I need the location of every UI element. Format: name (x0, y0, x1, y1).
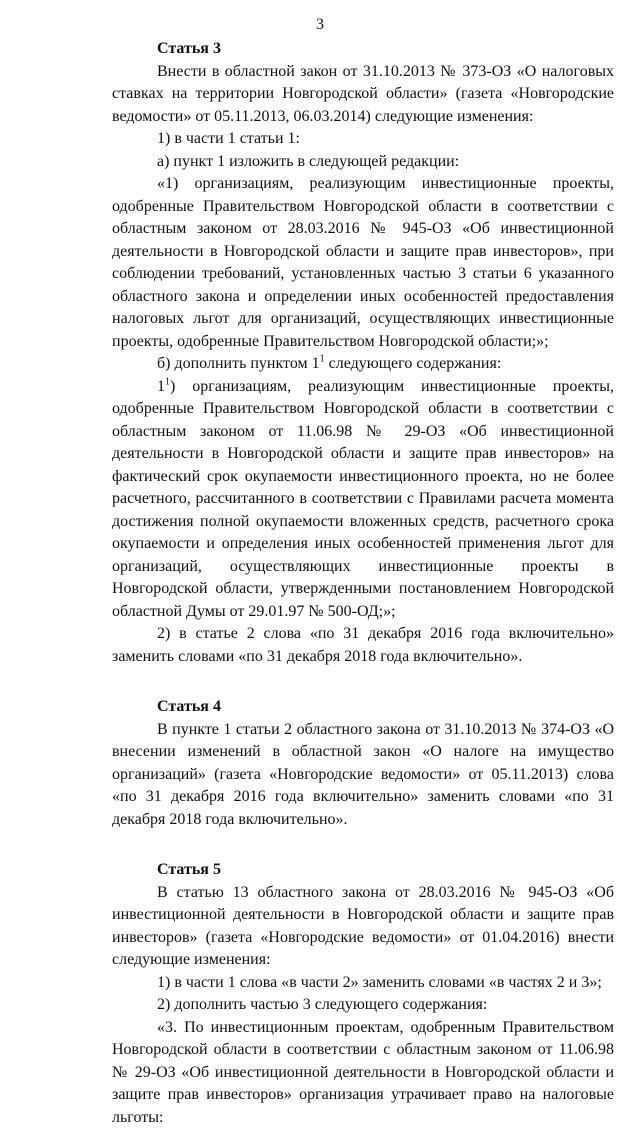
article-5-title: Статья 5 (112, 859, 614, 882)
article-5-item-1: 1) в части 1 слова «в части 2» заменить словами «в частях 2 и 3»; (112, 972, 614, 995)
article-5-quote: «3. По инвестиционным проектам, одобренным Правительством Новгородской области в соответствии с областным законом от 11.06.98 № 29-ОЗ «Об инвестиционной деятельности в Новгородской области и защите прав инвесторов» организация утрачивает право на налоговые льготы: (112, 1017, 614, 1129)
article-3-item-1a: а) пункт 1 изложить в следующей редакции: (112, 151, 614, 174)
article-3-title: Статья 3 (112, 38, 614, 61)
article-4-text: В пункте 1 статьи 2 областного закона от 31.10.2013 № 374-ОЗ «О внесении изменений в областной закон «О налоге на имущество организаций» (газета «Новгородские ведомости» от 05.11.2013) слова «по 31 декабря 2016 года включительно» заменить словами «по 31 декабря 2018 года включительно». (112, 719, 614, 832)
article-3-item-2: 2) в статье 2 слова «по 31 декабря 2016 года включительно» заменить словами «по 31 декабря 2018 года включительно». (112, 623, 614, 668)
page-number: 3 (0, 14, 640, 37)
quote-2-text: ) организациям, реализующим инвестиционные проекты, одобренные Правительством Новгородской области в соответствии с областным законом от 11.06.98 № 29-ОЗ «Об инвестиционной деятельности в Новгородской области и защите прав инвесторов» на фактический срок окупаемости инвестиционного проекта, но не более расчетного, рассчитанного в соответствии с Правилами расчета момента достижения полной окупаемости вложенных средств, расчетного срока окупаемости и определения иных особенностей применения льгот для организаций, осуществляющих инвестиционные проекты в Новгородской области, утвержденными постановлением Новгородской областной Думы от 29.01.97 № 500-ОД;»; (112, 378, 614, 620)
item-1b-text-post: следующего содержания: (325, 355, 502, 372)
article-3-quote-1: «1) организациям, реализующим инвестиционные проекты, одобренные Правительством Новгородской области в соответствии с областным законом от 28.03.2016 № 945-ОЗ «Об инвестиционной деятельности в Новгородской области и защите прав инвесторов», при соблюдении требований, установленных частью 3 статьи 6 указанного областного закона и определении иных особенностей предоставления налоговых льгот для организаций, осуществляющих инвестиционные проекты, одобренные Правительством Новгородской области;»; (112, 173, 614, 353)
article-5-item-2: 2) дополнить частью 3 следующего содержания: (112, 994, 614, 1017)
article-5-intro: В статью 13 областного закона от 28.03.2016 № 945-ОЗ «Об инвестиционной деятельности в Новгородской области и защите прав инвесторов» (газета «Новгородские ведомости» от 01.04.2016) внести следующие изменения: (112, 882, 614, 972)
document-body (112, 38, 614, 1129)
item-1b-superscript: 1 (320, 354, 325, 365)
article-4-title: Статья 4 (112, 696, 614, 719)
quote-2-number: 1 (157, 378, 165, 395)
article-3-item-1: 1) в части 1 статьи 1: (112, 128, 614, 151)
article-3-item-1b (112, 353, 614, 376)
article-3-intro: Внести в областной закон от 31.10.2013 № 373-ОЗ «О налоговых ставках на территории Новгородской области» (газета «Новгородские ведомости» от 05.11.2013, 06.03.2014) следующие изменения: (112, 61, 614, 129)
item-1b-text-pre: б) дополнить пунктом 1 (157, 355, 320, 372)
quote-2-superscript: 1 (165, 376, 170, 387)
section-gap (112, 668, 614, 696)
article-3-quote-2 (112, 376, 614, 624)
section-gap (112, 831, 614, 859)
